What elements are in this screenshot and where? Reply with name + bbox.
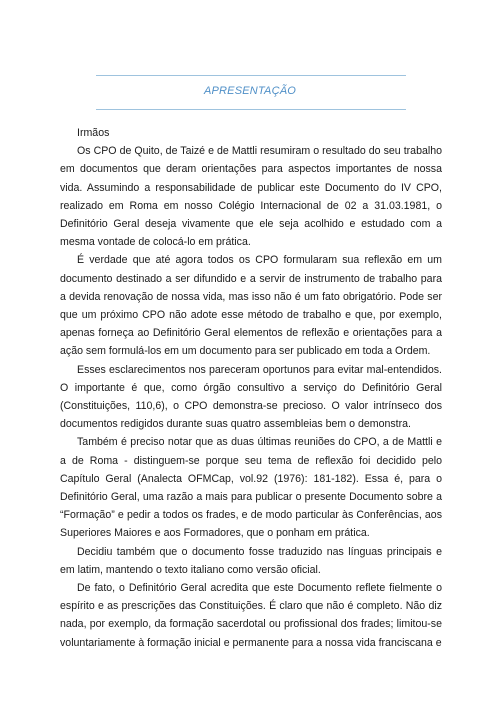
page-heading: APRESENTAÇÃO	[203, 85, 297, 97]
document-body	[60, 124, 442, 652]
salutation: Irmãos	[77, 127, 110, 139]
paragraph-5: Decidiu também que o documento fosse traduzido nas línguas principais e em latim, mantendo o texto italiano como versão oficial.	[60, 545, 442, 576]
paragraph-6: De fato, o Definitório Geral acredita que este Documento reflete fielmente o espírito e as prescrições das Constituições. É claro que não é completo. Não diz nada, por exemplo, da formação sacerdotal ou profissional dos frades; limitou-se voluntariamente à formação inicial e permanente para a nossa vida franciscana e	[60, 582, 442, 649]
heading-rule-bottom	[96, 109, 406, 110]
heading-rule-top	[96, 75, 406, 76]
paragraph-3: Esses esclarecimentos nos pareceram oportunos para evitar mal-entendidos. O importante é que, como órgão consultivo a serviço do Definitório Geral (Constituições, 110,6), o CPO demonstra-se precioso. O valor intrínseco dos documentos redigidos durante suas quatro assembleias bem o demonstra.	[60, 363, 442, 431]
paragraph-4: Também é preciso notar que as duas últimas reuniões do CPO, a de Mattli e a de Roma - distinguem-se porque seu tema de reflexão foi decidido pelo Capítulo Geral (Analecta OFMCap, vol.92 (1976): 181-182). Essa é, para o Definitório Geral, uma razão a mais para publicar o presente Documento sobre a “Formação” e pedir a todos os frades, e de modo particular às Conferências, aos Superiores Maiores e aos Formadores, que o ponham em prática.	[60, 436, 442, 540]
paragraph-2: É verdade que até agora todos os CPO formularam sua reflexão em um documento destinado a ser difundido e a servir de instrumento de trabalho para a devida renovação de nossa vida, mas isso não é um fato obrigatório. Pode ser que um próximo CPO não adote esse método de trabalho e que, por exemplo, apenas forneça ao Definitório Geral elementos de reflexão e orientações para a ação sem formulá-los em um documento para ser publicado em toda a Ordem.	[60, 254, 442, 358]
paragraph-1: Os CPO de Quito, de Taizé e de Mattli resumiram o resultado do seu trabalho em documentos que deram orientações para aspectos importantes de nossa vida. Assumindo a responsabilidade de publicar este Documento do IV CPO, realizado em Roma em nosso Colégio Internacional de 02 a 31.03.1981, o Definitório Geral deseja vivamente que ele seja acolhido e estudado com a mesma vontade de colocá-lo em prática.	[60, 145, 442, 249]
